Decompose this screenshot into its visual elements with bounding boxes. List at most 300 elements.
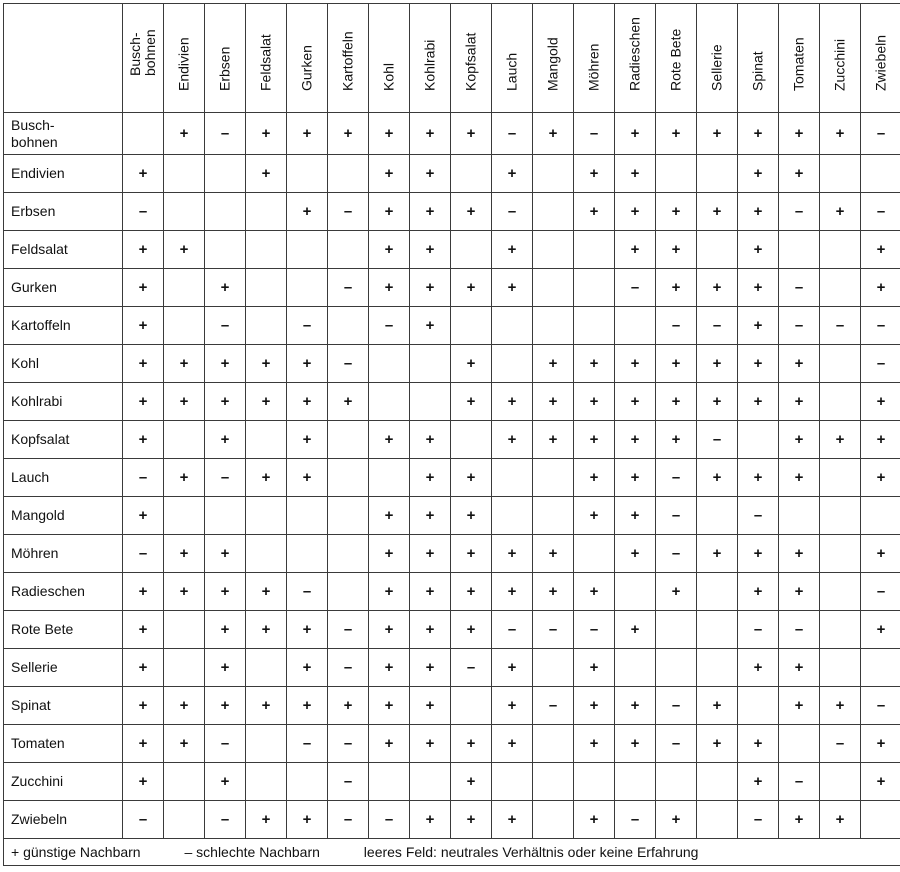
table-cell: + (451, 113, 492, 155)
table-cell: + (779, 421, 820, 459)
table-cell (451, 231, 492, 269)
table-cell: + (410, 269, 451, 307)
table-cell (164, 421, 205, 459)
table-cell: + (574, 155, 615, 193)
table-cell: + (574, 345, 615, 383)
table-cell: + (410, 307, 451, 345)
table-cell: + (123, 687, 164, 725)
table-row (4, 725, 900, 763)
table-cell: + (205, 535, 246, 573)
column-header-label: Erbsen (216, 46, 233, 91)
table-cell: – (656, 307, 697, 345)
table-cell: + (123, 307, 164, 345)
table-cell (287, 155, 328, 193)
table-cell: + (246, 345, 287, 383)
table-cell (820, 497, 861, 535)
table-cell: + (369, 155, 410, 193)
table-row (4, 459, 900, 497)
column-header-label: Möhren (585, 43, 602, 91)
table-cell: + (123, 573, 164, 611)
column-header-label: Kopfsalat (462, 32, 479, 91)
table-cell: + (779, 535, 820, 573)
table-cell: – (328, 193, 369, 231)
column-header-label: Kohlrabi (421, 39, 438, 91)
table-cell: + (820, 687, 861, 725)
table-cell: + (574, 383, 615, 421)
table-cell: + (492, 155, 533, 193)
table-cell: + (287, 193, 328, 231)
table-cell: + (697, 687, 738, 725)
table-cell: + (369, 687, 410, 725)
column-header (410, 4, 451, 113)
table-cell: + (820, 421, 861, 459)
table-body (4, 113, 900, 839)
table-cell (246, 193, 287, 231)
table-cell: – (492, 193, 533, 231)
table-cell: – (533, 611, 574, 649)
table-cell: + (246, 155, 287, 193)
table-cell (533, 269, 574, 307)
table-cell: + (533, 345, 574, 383)
table-cell: – (328, 649, 369, 687)
table-cell: – (656, 687, 697, 725)
table-cell: + (164, 345, 205, 383)
table-cell (328, 535, 369, 573)
table-cell: + (697, 269, 738, 307)
table-cell: + (533, 113, 574, 155)
table-cell (533, 763, 574, 801)
table-cell: + (451, 269, 492, 307)
table-cell: + (410, 421, 451, 459)
table-row (4, 231, 900, 269)
table-cell (574, 763, 615, 801)
table-row (4, 687, 900, 725)
table-cell (820, 649, 861, 687)
table-cell: + (205, 649, 246, 687)
table-cell: + (615, 113, 656, 155)
table-cell: + (738, 573, 779, 611)
table-cell (328, 497, 369, 535)
table-cell: + (164, 535, 205, 573)
table-cell: + (328, 383, 369, 421)
table-cell (820, 345, 861, 383)
table-cell: – (369, 307, 410, 345)
table-cell (656, 155, 697, 193)
row-header: Möhren (4, 535, 123, 573)
companion-planting-table (3, 3, 900, 866)
table-cell: + (492, 383, 533, 421)
column-header-label: Spinat (749, 51, 766, 91)
table-cell: + (779, 155, 820, 193)
table-cell (697, 497, 738, 535)
table-cell (164, 763, 205, 801)
table-cell (205, 193, 246, 231)
table-row (4, 269, 900, 307)
table-cell: + (492, 269, 533, 307)
table-cell: + (615, 611, 656, 649)
table-cell: – (738, 611, 779, 649)
table-cell: – (328, 269, 369, 307)
table-cell (451, 687, 492, 725)
table-cell: + (410, 459, 451, 497)
row-header: Busch- bohnen (4, 113, 123, 155)
table-cell: + (369, 269, 410, 307)
table-cell: + (656, 193, 697, 231)
table-cell: + (779, 573, 820, 611)
column-header-label: Lauch (503, 52, 520, 91)
table-cell (328, 231, 369, 269)
table-row (4, 801, 900, 839)
table-cell (164, 193, 205, 231)
table-cell: + (451, 763, 492, 801)
table-cell (164, 801, 205, 839)
table-row (4, 383, 900, 421)
table-cell (369, 383, 410, 421)
table-cell: – (205, 113, 246, 155)
corner-cell (4, 4, 123, 113)
table-cell: – (615, 269, 656, 307)
table-cell: + (451, 801, 492, 839)
column-header (492, 4, 533, 113)
table-cell (820, 611, 861, 649)
table-cell (205, 231, 246, 269)
table-cell (164, 155, 205, 193)
table-cell: + (861, 459, 900, 497)
column-header-label: Radieschen (626, 17, 643, 91)
table-cell (533, 725, 574, 763)
row-header: Rote Bete (4, 611, 123, 649)
table-cell: + (246, 113, 287, 155)
table-cell (492, 497, 533, 535)
table-cell: + (451, 725, 492, 763)
table-cell (287, 231, 328, 269)
table-cell (410, 763, 451, 801)
table-cell: + (574, 649, 615, 687)
table-cell: + (328, 687, 369, 725)
table-cell: + (246, 687, 287, 725)
column-header-label: Busch- bohnen (127, 29, 158, 76)
table-cell: + (533, 383, 574, 421)
table-cell: + (205, 421, 246, 459)
table-cell: + (656, 573, 697, 611)
table-cell: – (492, 113, 533, 155)
table-cell (697, 155, 738, 193)
table-cell (246, 649, 287, 687)
table-cell: – (574, 113, 615, 155)
column-header-label: Rote Bete (667, 28, 684, 91)
table-cell: + (492, 535, 533, 573)
header-row (4, 4, 900, 113)
table-cell: + (123, 231, 164, 269)
table-cell (410, 383, 451, 421)
row-header: Zucchini (4, 763, 123, 801)
column-header-label: Sellerie (708, 44, 725, 91)
table-cell: + (451, 573, 492, 611)
table-cell: – (123, 459, 164, 497)
table-cell: – (123, 801, 164, 839)
table-cell: – (820, 307, 861, 345)
table-cell (820, 269, 861, 307)
column-header (738, 4, 779, 113)
table-cell (697, 573, 738, 611)
table-cell: + (123, 345, 164, 383)
table-cell (328, 573, 369, 611)
table-cell (861, 649, 900, 687)
table-cell (738, 421, 779, 459)
table-row (4, 113, 900, 155)
table-cell: + (738, 763, 779, 801)
table-cell (369, 763, 410, 801)
table-cell: + (574, 573, 615, 611)
table-cell: + (615, 687, 656, 725)
table-cell: + (164, 383, 205, 421)
table-cell (369, 345, 410, 383)
table-cell (123, 113, 164, 155)
table-cell: + (410, 497, 451, 535)
table-cell: + (697, 113, 738, 155)
table-cell: + (738, 113, 779, 155)
table-cell: + (656, 801, 697, 839)
table-cell: + (861, 231, 900, 269)
table-cell: + (656, 269, 697, 307)
table-cell (164, 307, 205, 345)
table-cell: – (533, 687, 574, 725)
legend-good: + günstige Nachbarn (11, 844, 141, 860)
table-cell: + (287, 687, 328, 725)
table-cell: + (615, 193, 656, 231)
table-cell: – (287, 725, 328, 763)
table-cell: + (574, 725, 615, 763)
table-cell: + (492, 725, 533, 763)
table-cell: – (861, 573, 900, 611)
table-cell: – (861, 307, 900, 345)
table-cell: – (451, 649, 492, 687)
table-cell: – (861, 193, 900, 231)
table-cell (246, 307, 287, 345)
table-cell: + (697, 383, 738, 421)
table-cell: + (369, 421, 410, 459)
table-cell: + (410, 611, 451, 649)
table-cell: + (615, 155, 656, 193)
table-row (4, 345, 900, 383)
column-header-label: Kartoffeln (339, 31, 356, 91)
table-cell: + (492, 231, 533, 269)
table-cell: + (287, 649, 328, 687)
table-cell: + (205, 763, 246, 801)
table-cell: + (492, 649, 533, 687)
table-cell (697, 611, 738, 649)
table-cell (246, 535, 287, 573)
table-cell: – (861, 687, 900, 725)
table-cell (656, 649, 697, 687)
table-cell (779, 497, 820, 535)
table-cell (820, 231, 861, 269)
table-cell: + (574, 459, 615, 497)
column-header (656, 4, 697, 113)
table-cell: + (246, 383, 287, 421)
table-cell (615, 573, 656, 611)
table-cell: + (369, 113, 410, 155)
table-row (4, 193, 900, 231)
table-cell: + (861, 763, 900, 801)
table-cell: + (861, 383, 900, 421)
table-cell: + (738, 269, 779, 307)
table-cell: + (328, 113, 369, 155)
table-cell: + (779, 687, 820, 725)
table-cell: + (656, 113, 697, 155)
table-cell: + (779, 801, 820, 839)
table-cell: + (738, 383, 779, 421)
table-cell: + (451, 611, 492, 649)
table-cell: + (492, 421, 533, 459)
table-cell (328, 155, 369, 193)
column-header (451, 4, 492, 113)
table-cell (246, 231, 287, 269)
table-cell: + (410, 231, 451, 269)
legend-bad: – schlechte Nachbarn (184, 844, 320, 860)
table-cell (820, 763, 861, 801)
column-header (574, 4, 615, 113)
table-cell: + (861, 269, 900, 307)
table-cell: + (574, 193, 615, 231)
table-cell: + (615, 725, 656, 763)
table-cell: – (123, 193, 164, 231)
row-header: Gurken (4, 269, 123, 307)
table-cell (533, 801, 574, 839)
column-header-label: Feldsalat (257, 34, 274, 91)
table-cell (287, 497, 328, 535)
table-cell (328, 307, 369, 345)
table-cell: + (123, 155, 164, 193)
table-cell: + (287, 113, 328, 155)
table-cell (820, 535, 861, 573)
table-cell: – (574, 611, 615, 649)
table-cell: + (246, 801, 287, 839)
table-cell: – (205, 307, 246, 345)
table-cell (820, 459, 861, 497)
table-cell (533, 193, 574, 231)
table-cell: + (205, 269, 246, 307)
table-cell (205, 497, 246, 535)
column-header (615, 4, 656, 113)
row-header: Radieschen (4, 573, 123, 611)
table-row (4, 763, 900, 801)
table-cell: – (779, 307, 820, 345)
table-cell: – (205, 459, 246, 497)
table-cell: – (656, 725, 697, 763)
column-header (369, 4, 410, 113)
table-cell (615, 763, 656, 801)
table-cell (697, 763, 738, 801)
table-cell: – (738, 801, 779, 839)
table-cell: + (492, 573, 533, 611)
table-cell: + (205, 687, 246, 725)
table-cell: + (410, 155, 451, 193)
table-cell (820, 155, 861, 193)
table-cell: + (861, 535, 900, 573)
table-cell: + (738, 307, 779, 345)
table-cell: + (861, 611, 900, 649)
row-header: Sellerie (4, 649, 123, 687)
row-header: Spinat (4, 687, 123, 725)
table-cell: + (410, 725, 451, 763)
table-cell: + (697, 459, 738, 497)
table-cell: – (287, 307, 328, 345)
column-header (246, 4, 287, 113)
table-cell: + (287, 345, 328, 383)
table-cell: + (738, 193, 779, 231)
row-header: Tomaten (4, 725, 123, 763)
table-cell (738, 687, 779, 725)
table-cell (451, 307, 492, 345)
table-row (4, 421, 900, 459)
table-cell (246, 497, 287, 535)
table-cell: + (861, 725, 900, 763)
table-cell: + (533, 535, 574, 573)
table-cell: + (164, 113, 205, 155)
table-cell: + (369, 725, 410, 763)
table-cell: + (123, 763, 164, 801)
table-row (4, 535, 900, 573)
row-header: Erbsen (4, 193, 123, 231)
table-cell (779, 231, 820, 269)
table-cell: + (574, 687, 615, 725)
table-cell: + (492, 687, 533, 725)
table-cell: – (779, 269, 820, 307)
table-cell: + (451, 345, 492, 383)
table-cell: – (492, 611, 533, 649)
column-header (533, 4, 574, 113)
table-cell: + (410, 113, 451, 155)
table-cell (246, 763, 287, 801)
table-cell (533, 231, 574, 269)
table-cell: + (738, 535, 779, 573)
table-cell (164, 611, 205, 649)
table-cell: + (451, 193, 492, 231)
table-cell: + (451, 535, 492, 573)
table-cell: + (164, 231, 205, 269)
table-cell: + (533, 421, 574, 459)
table-cell (574, 307, 615, 345)
table-cell: + (369, 535, 410, 573)
table-cell: – (287, 573, 328, 611)
table-cell: + (369, 231, 410, 269)
column-header-label: Tomaten (790, 37, 807, 91)
table-cell (164, 649, 205, 687)
table-cell (492, 307, 533, 345)
table-cell: – (820, 725, 861, 763)
row-header: Zwiebeln (4, 801, 123, 839)
table-cell: – (328, 725, 369, 763)
table-cell: – (656, 535, 697, 573)
table-cell: + (123, 269, 164, 307)
table-cell: + (205, 573, 246, 611)
table-cell: – (738, 497, 779, 535)
column-header (820, 4, 861, 113)
table-cell: – (205, 725, 246, 763)
row-header: Lauch (4, 459, 123, 497)
table-cell: + (287, 383, 328, 421)
table-cell (574, 231, 615, 269)
table-cell (287, 269, 328, 307)
table-cell: + (369, 611, 410, 649)
column-header-label: Gurken (298, 45, 315, 91)
column-header-label: Endivien (175, 37, 192, 91)
table-cell: – (328, 801, 369, 839)
table-cell: + (246, 611, 287, 649)
table-cell: + (205, 383, 246, 421)
table-cell (533, 497, 574, 535)
